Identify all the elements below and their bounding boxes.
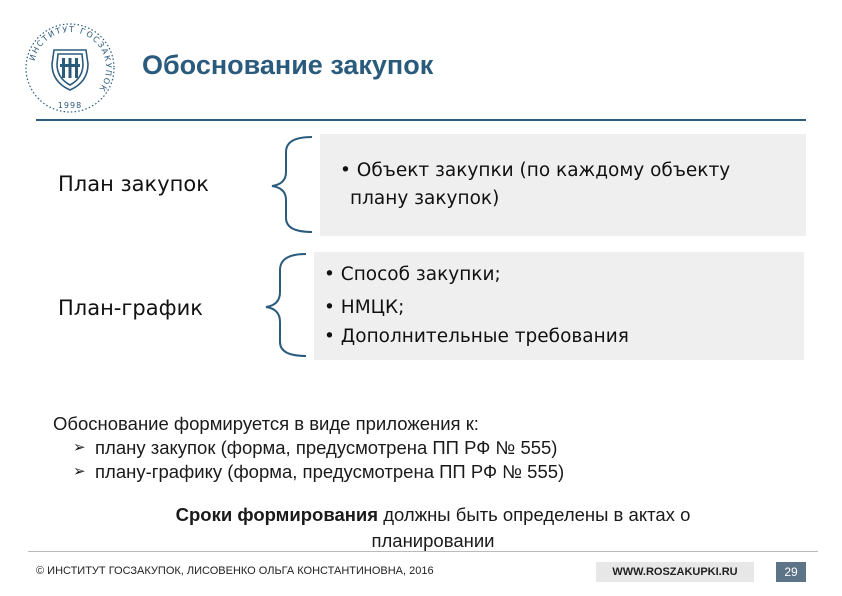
footer-divider bbox=[28, 551, 818, 552]
plan-item-1: • Объект закупки (по каждому объекту bbox=[340, 160, 731, 181]
svg-text:ИНСТИТУТ ГОСЗАКУПОК: ИНСТИТУТ ГОСЗАКУПОК bbox=[27, 24, 114, 95]
arrow-right-icon: ➢ bbox=[73, 463, 86, 480]
row-label-schedule: План-график bbox=[58, 296, 203, 320]
brace-schedule bbox=[266, 254, 306, 356]
schedule-item-2: • НМЦК; bbox=[324, 297, 405, 318]
deadlines-rest: должны быть определены в актах о bbox=[378, 504, 691, 525]
note-bullet-1 bbox=[73, 436, 564, 460]
institute-logo bbox=[22, 20, 118, 116]
note-bullet-2 bbox=[73, 460, 564, 484]
svg-text:1998: 1998 bbox=[57, 101, 83, 110]
justification-note bbox=[53, 412, 564, 484]
schedule-item-1: • Способ закупки; bbox=[324, 264, 501, 285]
deadlines-line2: планировании bbox=[371, 530, 495, 551]
title-divider bbox=[36, 119, 806, 121]
footer-website-link[interactable]: WWW.ROSZAKUPKI.RU bbox=[596, 562, 754, 582]
brace-plan bbox=[272, 137, 312, 232]
schedule-item-3: • Дополнительные требования bbox=[324, 326, 629, 347]
deadlines-text bbox=[90, 502, 776, 554]
note-intro: Обоснование формируется в виде приложения к: bbox=[53, 413, 479, 434]
arrow-right-icon: ➢ bbox=[73, 439, 86, 456]
note-bullet-text: плану закупок (форма, предусмотрена ПП РФ № 555) bbox=[95, 437, 558, 458]
note-bullet-text: плану-графику (форма, предусмотрена ПП РФ № 555) bbox=[95, 461, 565, 482]
plan-details-box bbox=[320, 134, 806, 236]
slide-title: Обоснование закупок bbox=[142, 50, 434, 80]
row-label-plan: План закупок bbox=[58, 172, 209, 196]
footer-copyright: © ИНСТИТУТ ГОСЗАКУПОК, ЛИСОВЕНКО ОЛЬГА КОНСТАНТИНОВНА, 2016 bbox=[36, 565, 434, 577]
schedule-details-box bbox=[314, 252, 804, 360]
plan-item-2: плану закупок) bbox=[350, 188, 500, 209]
page-number-badge: 29 bbox=[776, 562, 806, 582]
deadlines-bold: Сроки формирования bbox=[175, 504, 379, 525]
